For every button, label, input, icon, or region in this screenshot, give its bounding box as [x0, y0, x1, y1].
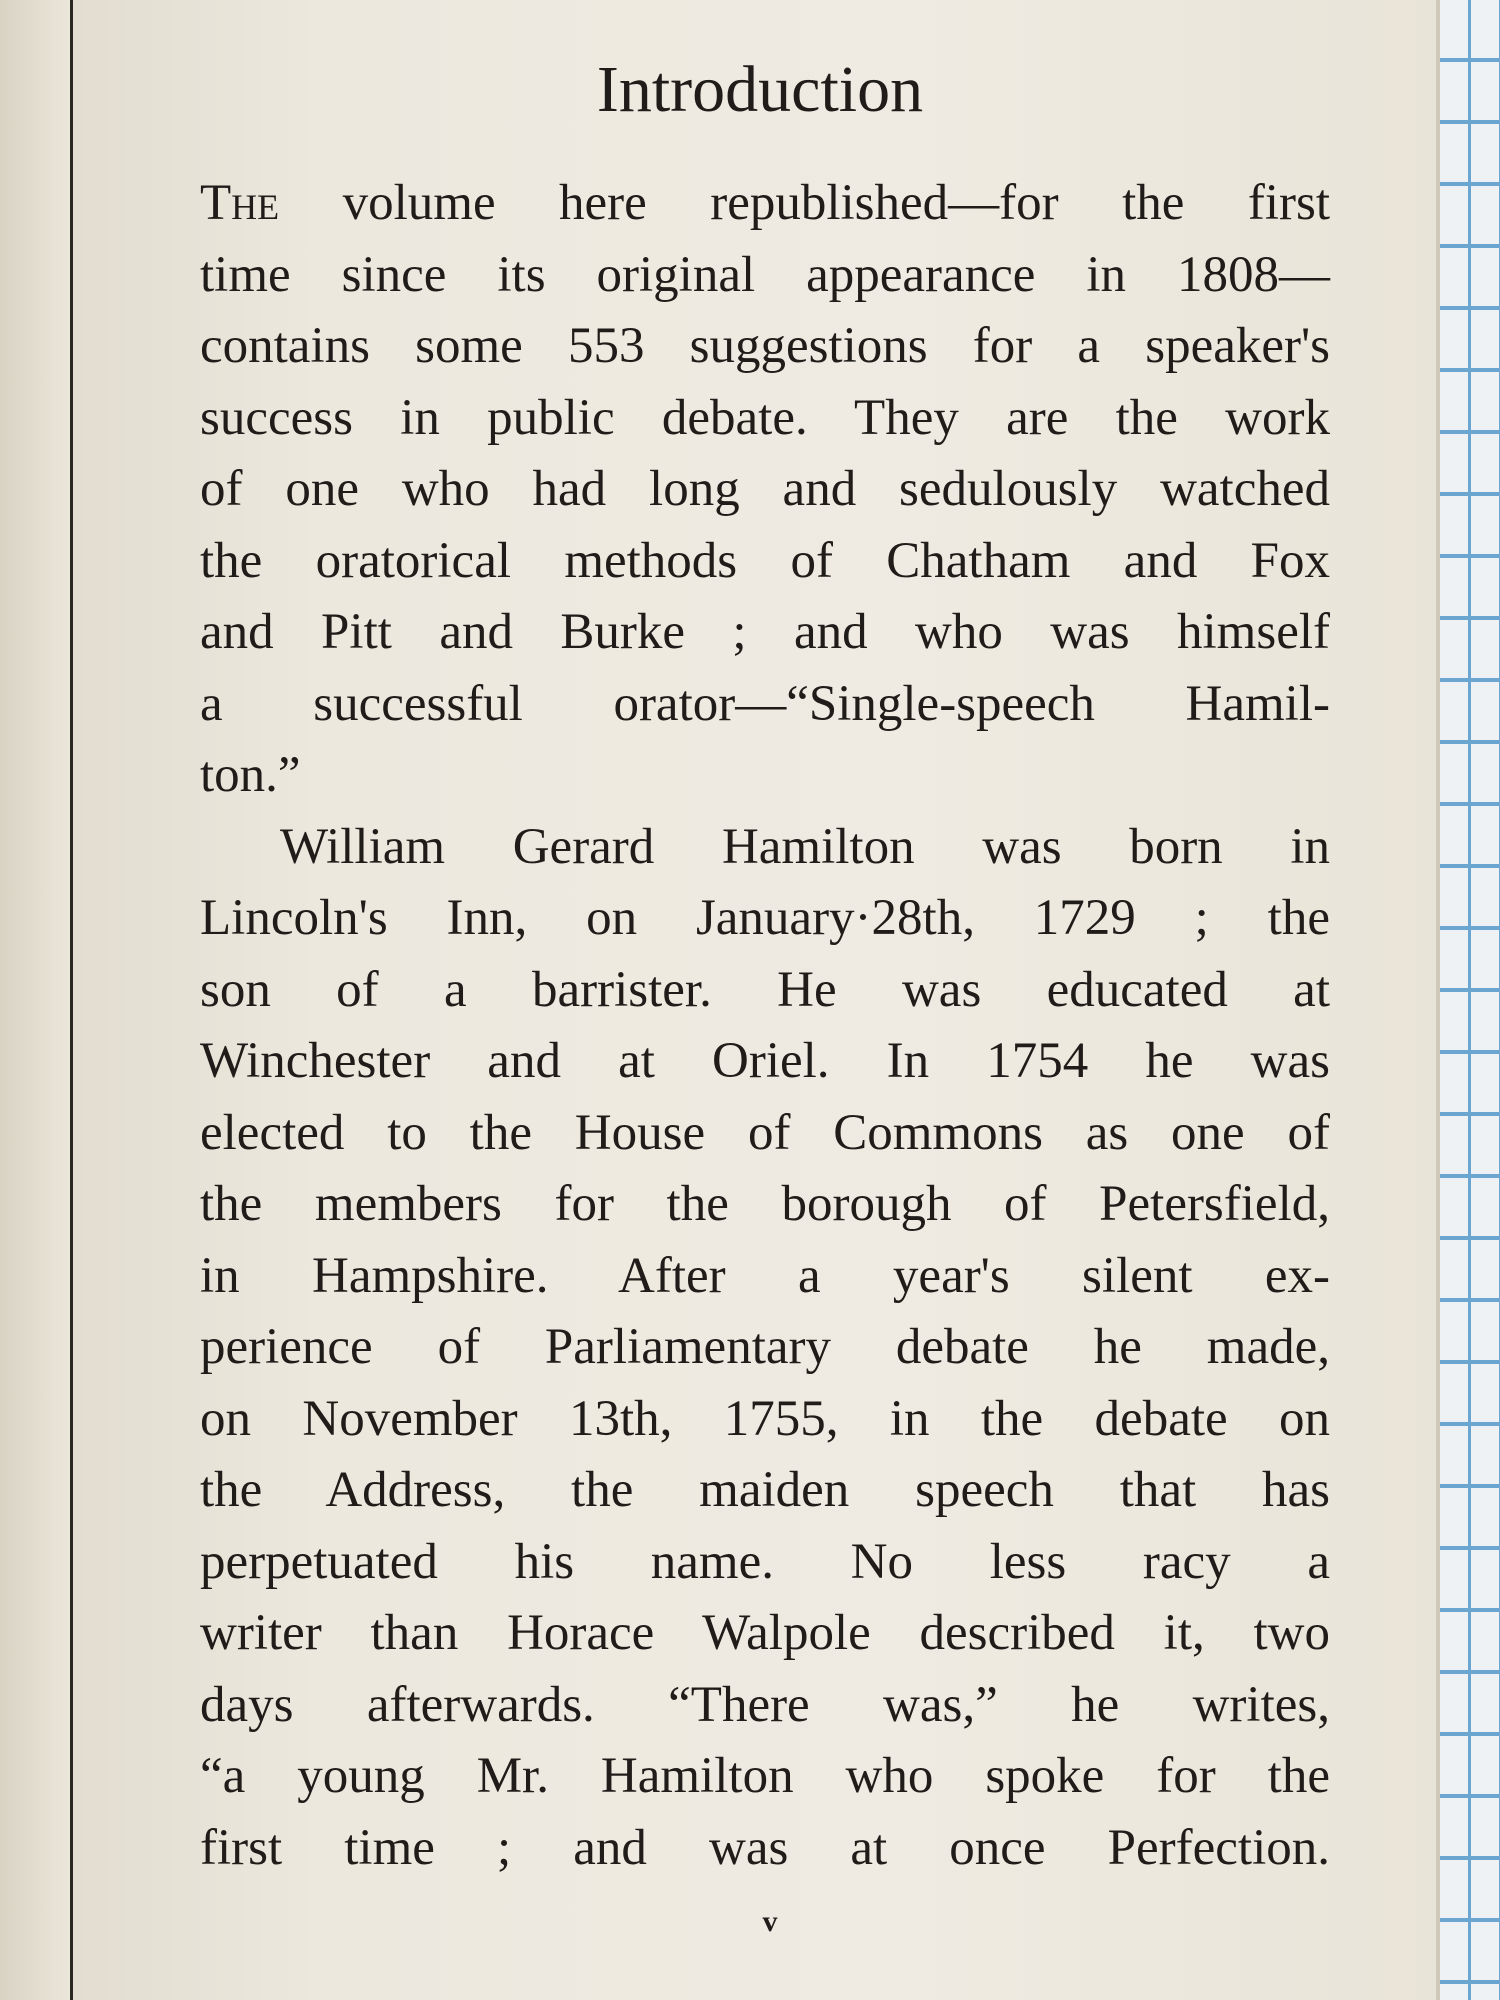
text-line: the Address, the maiden speech that has [200, 1462, 1330, 1518]
facing-page-edge [0, 0, 70, 2000]
text-line: contains some 553 suggestions for a speaker's [200, 318, 1330, 374]
text-line: the members for the borough of Petersfield, [200, 1176, 1330, 1232]
text-line: first time ; and was at once Perfection. [200, 1819, 1330, 1876]
body-text [200, 168, 1330, 1884]
text-line: and Pitt and Burke ; and who was himself [200, 604, 1330, 660]
text-line: a successful orator—“Single-speech Hamil- [200, 675, 1330, 732]
text-line: success in public debate. They are the work [200, 389, 1330, 446]
page-number: v [762, 1905, 778, 1938]
text-line: perpetuated his name. No less racy a [200, 1533, 1330, 1590]
text-line: son of a barrister. He was educated at [200, 961, 1330, 1018]
text-line: “a young Mr. Hamilton who spoke for the [200, 1748, 1330, 1804]
text-line: elected to the House of Commons as one of [200, 1104, 1330, 1161]
text-line: Winchester and at Oriel. In 1754 he was [200, 1033, 1330, 1089]
text-line: writer than Horace Walpole described it, two [200, 1605, 1330, 1661]
text-line: ton.” [200, 747, 301, 803]
text-line: on November 13th, 1755, in the debate on [200, 1390, 1330, 1447]
text-line [200, 168, 1330, 240]
text-line: in Hampshire. After a year's silent ex- [200, 1247, 1330, 1304]
page-title: Introduction [596, 53, 924, 126]
text-line: perience of Parliamentary debate he made, [200, 1319, 1330, 1375]
drop-word: The [200, 175, 280, 231]
text-line: Lincoln's Inn, on January·28th, 1729 ; the [200, 890, 1330, 946]
text-line: William Gerard Hamilton was born in [280, 818, 1330, 875]
text-line: the oratorical methods of Chatham and Fox [200, 532, 1330, 589]
text-line: days afterwards. “There was,” he writes, [200, 1676, 1330, 1733]
grid-paper-background [1440, 0, 1500, 2000]
text-line: of one who had long and sedulously watched [200, 461, 1330, 517]
text-line-content: volume here republished—for the first [279, 175, 1330, 231]
text-line: time since its original appearance in 1808— [200, 246, 1330, 303]
